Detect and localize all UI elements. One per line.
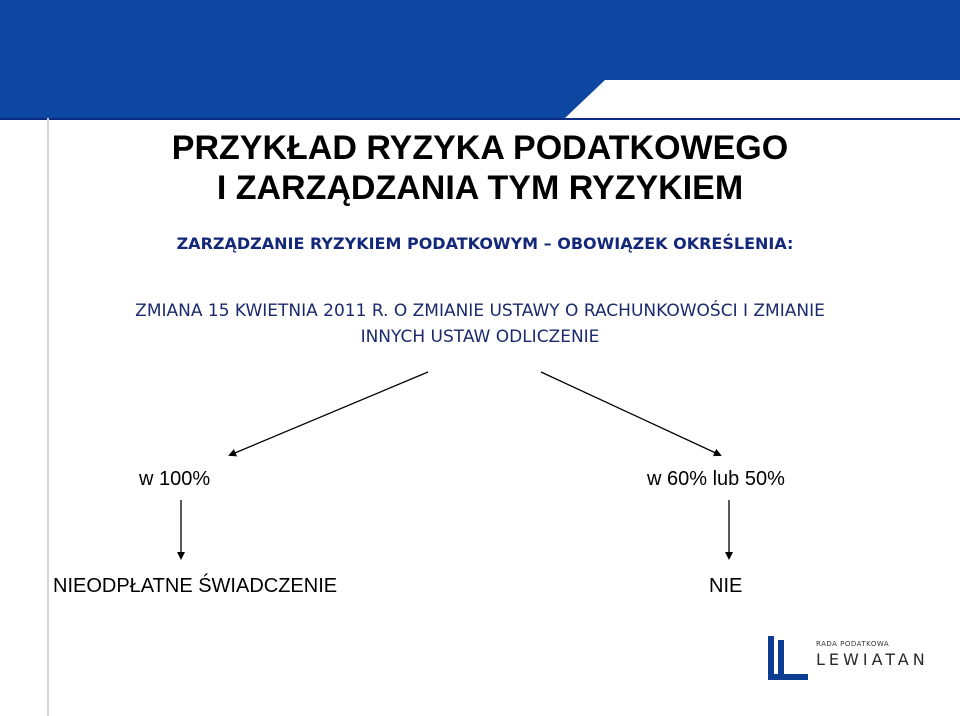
- paragraph-line-1: ZMIANA 15 KWIETNIA 2011 R. O ZMIANIE USTAWY O RACHUNKOWOŚCI I ZMIANIE: [135, 301, 825, 321]
- left-vertical-line: [47, 118, 49, 716]
- arrow-right-diagonal: [541, 372, 720, 455]
- paragraph: [60, 298, 900, 350]
- header-banner: [0, 0, 960, 120]
- branch-right-label: w 60% lub 50%: [647, 468, 785, 490]
- page-title-line-1: PRZYKŁAD RYZYKA PODATKOWEGO: [171, 129, 789, 167]
- arrow-left-diagonal: [230, 372, 428, 455]
- logo-text-big: LEWIATAN: [816, 650, 929, 669]
- branch-right-result: NIE: [709, 575, 743, 597]
- branch-left-label: w 100%: [139, 468, 211, 490]
- branch-left-result: NIEODPŁATNE ŚWIADCZENIE: [53, 575, 338, 597]
- subtitle: ZARZĄDZANIE RYZYKIEM PODATKOWYM – OBOWIĄZEK OKREŚLENIA:: [176, 234, 794, 253]
- paragraph-line-2: INNYCH USTAW ODLICZENIE: [360, 327, 600, 347]
- page-title-line-2: I ZARZĄDZANIA TYM RYZYKIEM: [216, 169, 744, 207]
- logo-text-small: RADA PODATKOWA: [816, 640, 890, 648]
